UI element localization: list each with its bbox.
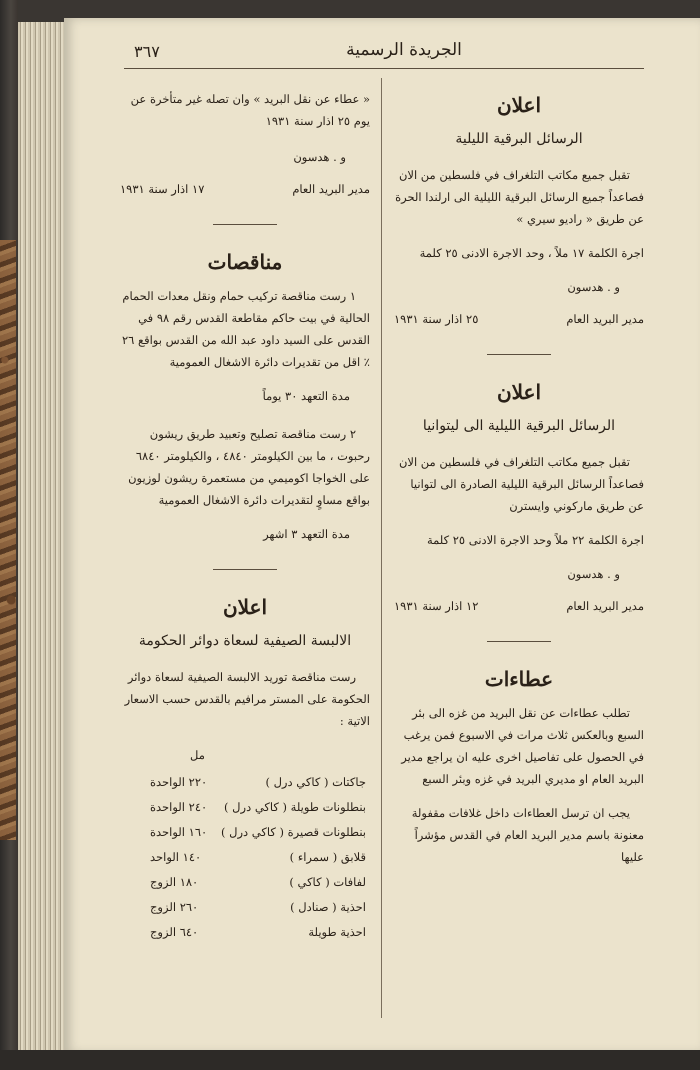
tender-duration: مدة التعهد ٣ اشهر [263,527,350,541]
price-row [120,845,370,870]
notice-subheading: الرسائل البرقية الليلية [455,131,583,147]
marbled-edge [0,240,16,840]
price-value: ٦٤٠ الزوج [150,925,199,939]
notice-rates: اجرة الكلمة ١٧ ملاً ، وحد الاجرة الادنى ٢٥ كلمة [419,246,644,260]
notice-date: ١٢ اذار سنة ١٩٣١ [394,599,479,613]
price-row [120,795,370,820]
price-list [120,770,370,945]
uniforms-subheading: الالبسة الصيفية لسعاة دوائر الحكومة [138,633,352,649]
uniforms-heading: اعلان [222,595,268,619]
journal-title: الجريدة الرسمية [346,40,462,60]
signature-row [394,595,644,617]
right-column [394,74,644,880]
price-row [120,870,370,895]
price-row [120,770,370,795]
price-item: بنطلونات طويلة ( كاكي درل ) [224,800,366,814]
tender-duration: مدة التعهد ٣٠ يوماً [262,389,350,403]
price-value: ٢٤٠ الواحدة [150,800,208,814]
price-row [120,820,370,845]
price-unit-label: مل [190,748,205,762]
page-number: ٣٦٧ [134,42,160,61]
tender-item: ١ رست مناقصة تركيب حمام ونقل معدات الحمام الحالية في بيت حاكم مقاطعة القدس رقم ٩٨ في القدس على السيد داود عبد الله من القدس بواقع ٢٦ ٪ اقل من تقديرات دائرة الاشغال العمومية [121,289,370,369]
section-divider [487,641,551,642]
price-value: ١٨٠ الزوج [150,875,199,889]
tenders-call-heading: عطاءات [484,667,554,691]
price-value: ١٤٠ الواحد [150,850,202,864]
price-value: ٢٢٠ الواحدة [150,775,208,789]
section-divider [213,224,277,225]
tenders-call-instructions: يجب ان ترسل العطاءات داخل غلافات مقفولة معنونة باسم مدير البريد العام في القدس مؤشراً عليها [411,806,644,864]
signer-title: مدير البريد العام [566,312,644,326]
signer-title: مدير البريد العام [292,182,370,196]
left-column [120,74,370,945]
price-item: احذية طويلة [308,925,366,939]
notice-date: ١٧ اذار سنة ١٩٣١ [120,182,205,196]
notice-body: تقبل جميع مكاتب التلغراف في فلسطين من الان فصاعداً الرسائل البرقية الليلية الصادرة الى لتوانيا عن طريق ماركوني وايسترن [398,455,644,513]
uniforms-body: رست مناقصة توريد الالبسة الصيفية لسعاة دوائر الحكومة على المستر مرافيم بالقدس حسب الاسعار الاتية : [124,670,370,728]
signer-name: و . هدسون [567,567,620,581]
notice-heading: اعلان [496,380,542,404]
signature-row [394,308,644,330]
notice-rates: اجرة الكلمة ٢٢ ملاً وحد الاجرة الادنى ٢٥ كلمة [426,533,644,547]
table-surface [0,1050,700,1070]
price-row [120,895,370,920]
signature-row [120,178,370,200]
price-item: قلابق ( سمراء ) [289,850,366,864]
price-item: احذية ( صنادل ) [290,900,366,914]
section-divider [213,569,277,570]
notice-body: تقبل جميع مكاتب التلغراف في فلسطين من الان فصاعداً جميع الرسائل البرقية الليلية الى ارلندا الحرة عن طريق « راديو سيري » [395,168,644,226]
price-item: جاكتات ( كاكي درل ) [265,775,366,789]
price-row [120,920,370,945]
signer-name: و . هدسون [293,150,346,164]
page [64,18,700,1053]
price-value: ١٦٠ الواحدة [150,825,208,839]
column-divider [381,78,382,1018]
tender-item: ٢ رست مناقصة تصليح وتعبيد طريق ريشون رحبوت ، ما بين الكيلومتر ٤٨٤٠ ، والكيلومتر ٦٨٤٠ على الخواجا اكوميمي من مستعمرة ريشون لوزيون بواقع مساوٍ لتقديرات دائرة الاشغال العمومية [128,427,370,507]
continuation-text: « عطاء عن نقل البريد » وان تصله غير متأخرة عن يوم ٢٥ اذار سنة ١٩٣١ [130,92,370,128]
tenders-call-body: تطلب عطاءات عن نقل البريد من غزه الى بئر السبع وبالعكس ثلاث مرات في الاسبوع فمن يرغب في الحصول على تفاصيل اخرى عليه ان يراجع مدير البريد العام او مديري البريد في غزه وبئر السبع [401,706,644,786]
notice-date: ٢٥ اذار سنة ١٩٣١ [394,312,479,326]
signer-title: مدير البريد العام [566,599,644,613]
price-item: لفافات ( كاكي ) [289,875,366,889]
notice-heading: اعلان [496,93,542,117]
price-value: ٢٦٠ الزوج [150,900,199,914]
price-item: بنطلونات قصيرة ( كاكي درل ) [220,825,366,839]
section-divider [487,354,551,355]
notice-subheading: الرسائل البرقية الليلية الى ليتوانيا [422,418,616,434]
page-edges [18,22,65,1050]
tenders-heading: مناقصات [207,250,283,274]
page-header [124,40,644,69]
signer-name: و . هدسون [567,280,620,294]
